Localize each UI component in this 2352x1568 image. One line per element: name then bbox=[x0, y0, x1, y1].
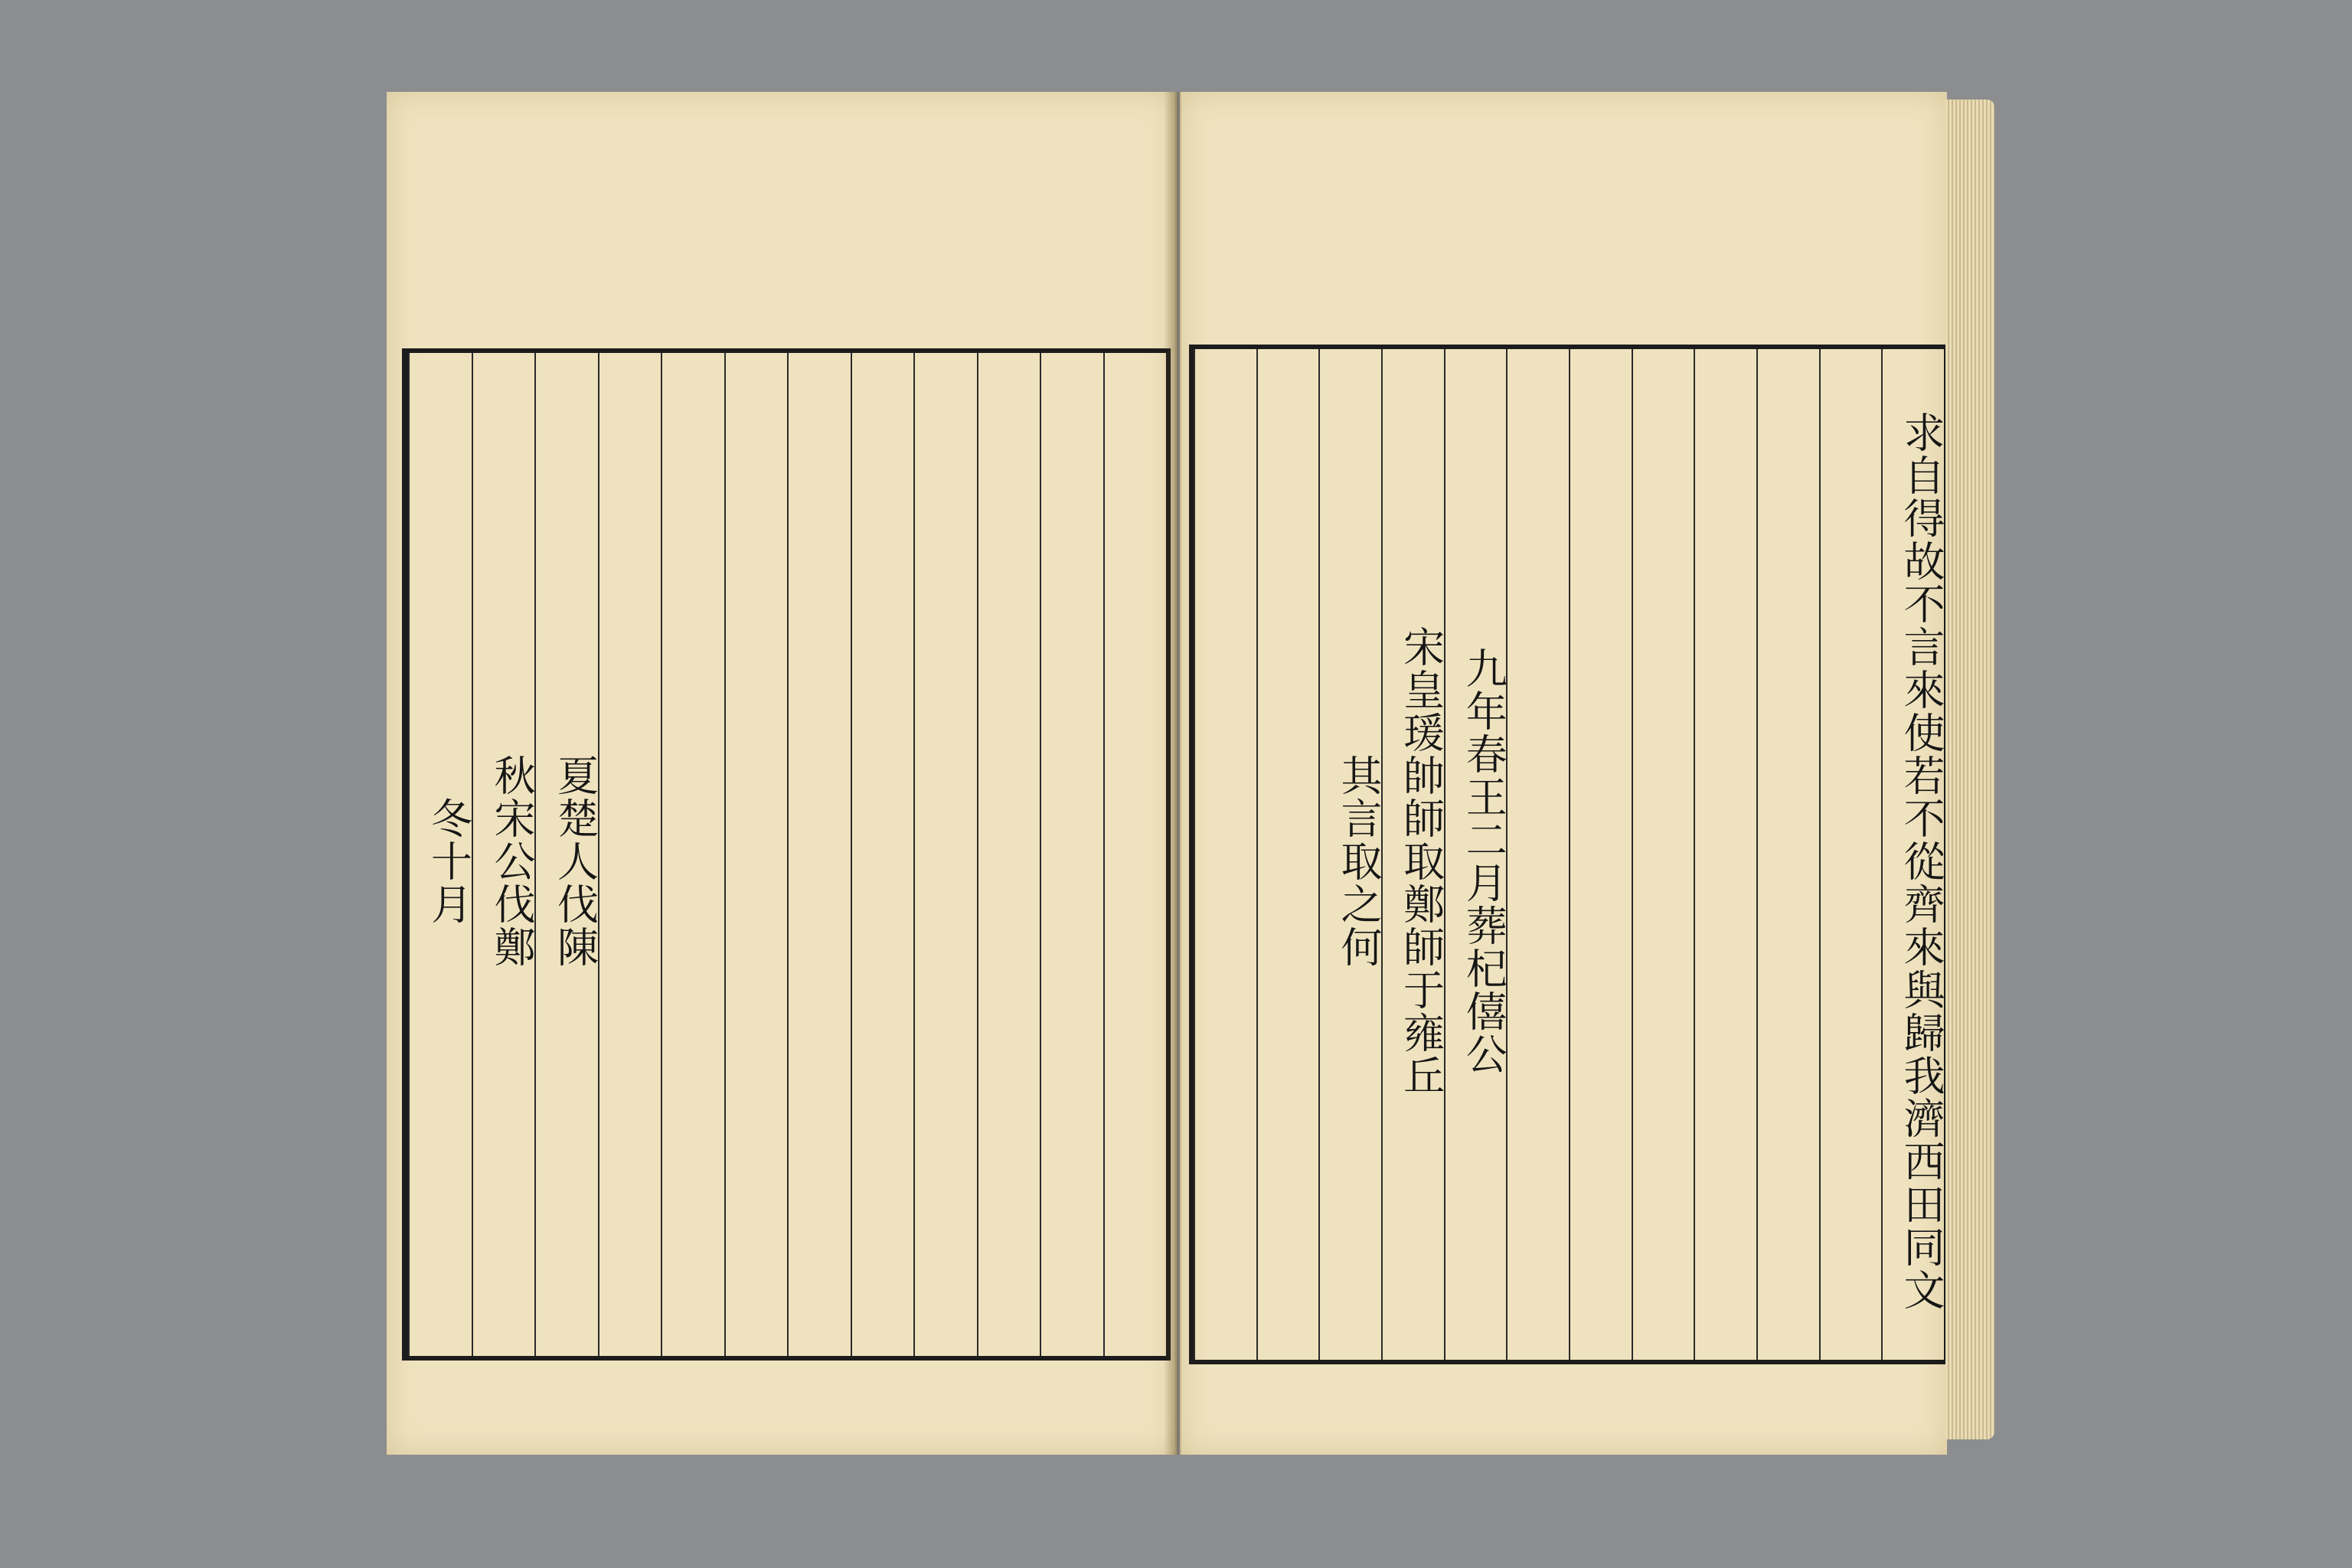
text-column bbox=[1694, 349, 1756, 1360]
text-column: 九年春王二月葬杞僖公 bbox=[1444, 349, 1507, 1360]
text-column bbox=[1194, 349, 1256, 1360]
text-column bbox=[1103, 353, 1167, 1356]
text-column bbox=[724, 353, 788, 1356]
text-column: 其言取之何 bbox=[1318, 349, 1381, 1360]
text-column bbox=[977, 353, 1040, 1356]
text-column bbox=[1632, 349, 1694, 1360]
text-column bbox=[913, 353, 977, 1356]
text-column bbox=[787, 353, 851, 1356]
open-book bbox=[387, 92, 1994, 1470]
left-page-columns bbox=[408, 353, 1166, 1356]
text-column bbox=[1256, 349, 1319, 1360]
text-column bbox=[1756, 349, 1819, 1360]
right-page-frame bbox=[1189, 345, 1950, 1364]
text-column: 夏楚人伐陳 bbox=[534, 353, 598, 1356]
page-edges bbox=[1945, 100, 1994, 1439]
text-column bbox=[1819, 349, 1882, 1360]
text-column: 宋皇瑗帥師取鄭師于雍丘 bbox=[1381, 349, 1444, 1360]
text-column: 求自得故不言來使若不從齊來與歸我濟西田同文 bbox=[1881, 349, 1944, 1360]
text-column bbox=[851, 353, 914, 1356]
text-column bbox=[1506, 349, 1569, 1360]
left-page bbox=[387, 92, 1177, 1455]
text-column: 冬十月 bbox=[408, 353, 472, 1356]
text-column bbox=[1569, 349, 1632, 1360]
text-column: 秋宋公伐鄭 bbox=[472, 353, 535, 1356]
text-column bbox=[598, 353, 662, 1356]
text-column bbox=[661, 353, 724, 1356]
right-page-columns bbox=[1194, 349, 1944, 1360]
text-column bbox=[1040, 353, 1103, 1356]
left-page-frame bbox=[402, 348, 1171, 1361]
right-page bbox=[1180, 92, 1947, 1455]
